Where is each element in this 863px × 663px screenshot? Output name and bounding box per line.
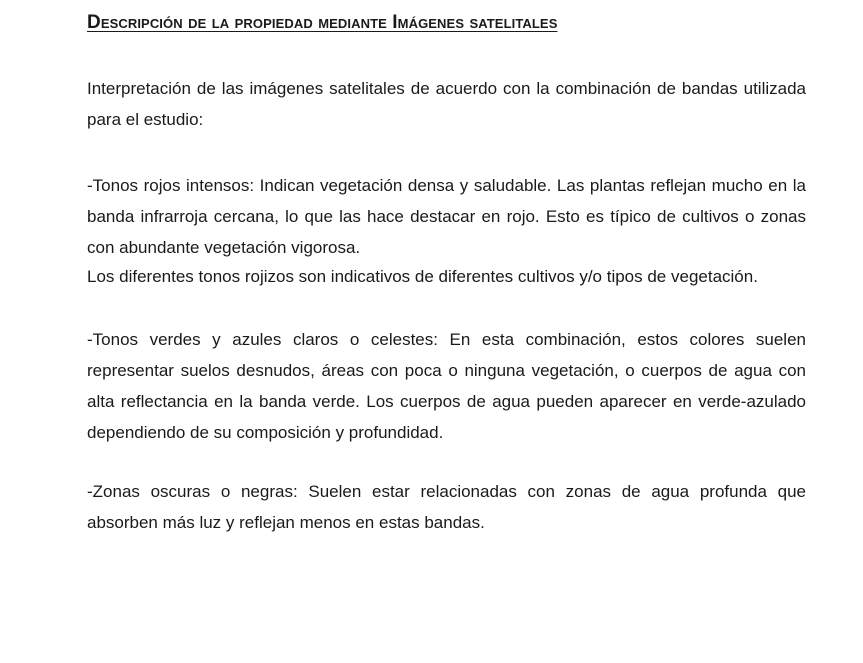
paragraph-dark-zones: -Zonas oscuras o negras: Suelen estar relacionadas con zonas de agua profunda que absorben más luz y reflejan menos en estas bandas. [87, 482, 806, 532]
section-heading [87, 10, 806, 36]
paragraph-green-blue-tones: -Tonos verdes y azules claros o celestes: En esta combinación, estos colores suelen representar suelos desnudos, áreas con poca o ninguna vegetación, o cuerpos de agua con alta reflectancia en la banda verde. Los cuerpos de agua pueden aparecer en verde-azulado dependiendo de su composición y profundidad. [87, 330, 806, 442]
paragraph-intro: Interpretación de las imágenes satelitales de acuerdo con la combinación de bandas utilizada para el estudio: [87, 79, 806, 129]
paragraph-red-tones: -Tonos rojos intensos: Indican vegetación densa y saludable. Las plantas reflejan mucho en la banda infrarroja cercana, lo que las hace destacar en rojo. Esto es típico de cultivos o zonas con abundante vegetación vigorosa. [87, 176, 806, 257]
paragraph-reddish-tones: Los diferentes tonos rojizos son indicativos de diferentes cultivos y/o tipos de vegetación. [87, 267, 758, 286]
document-page [87, 10, 806, 532]
section-heading-text: Descripción de la propiedad mediante Imágenes satelitales [87, 12, 558, 33]
